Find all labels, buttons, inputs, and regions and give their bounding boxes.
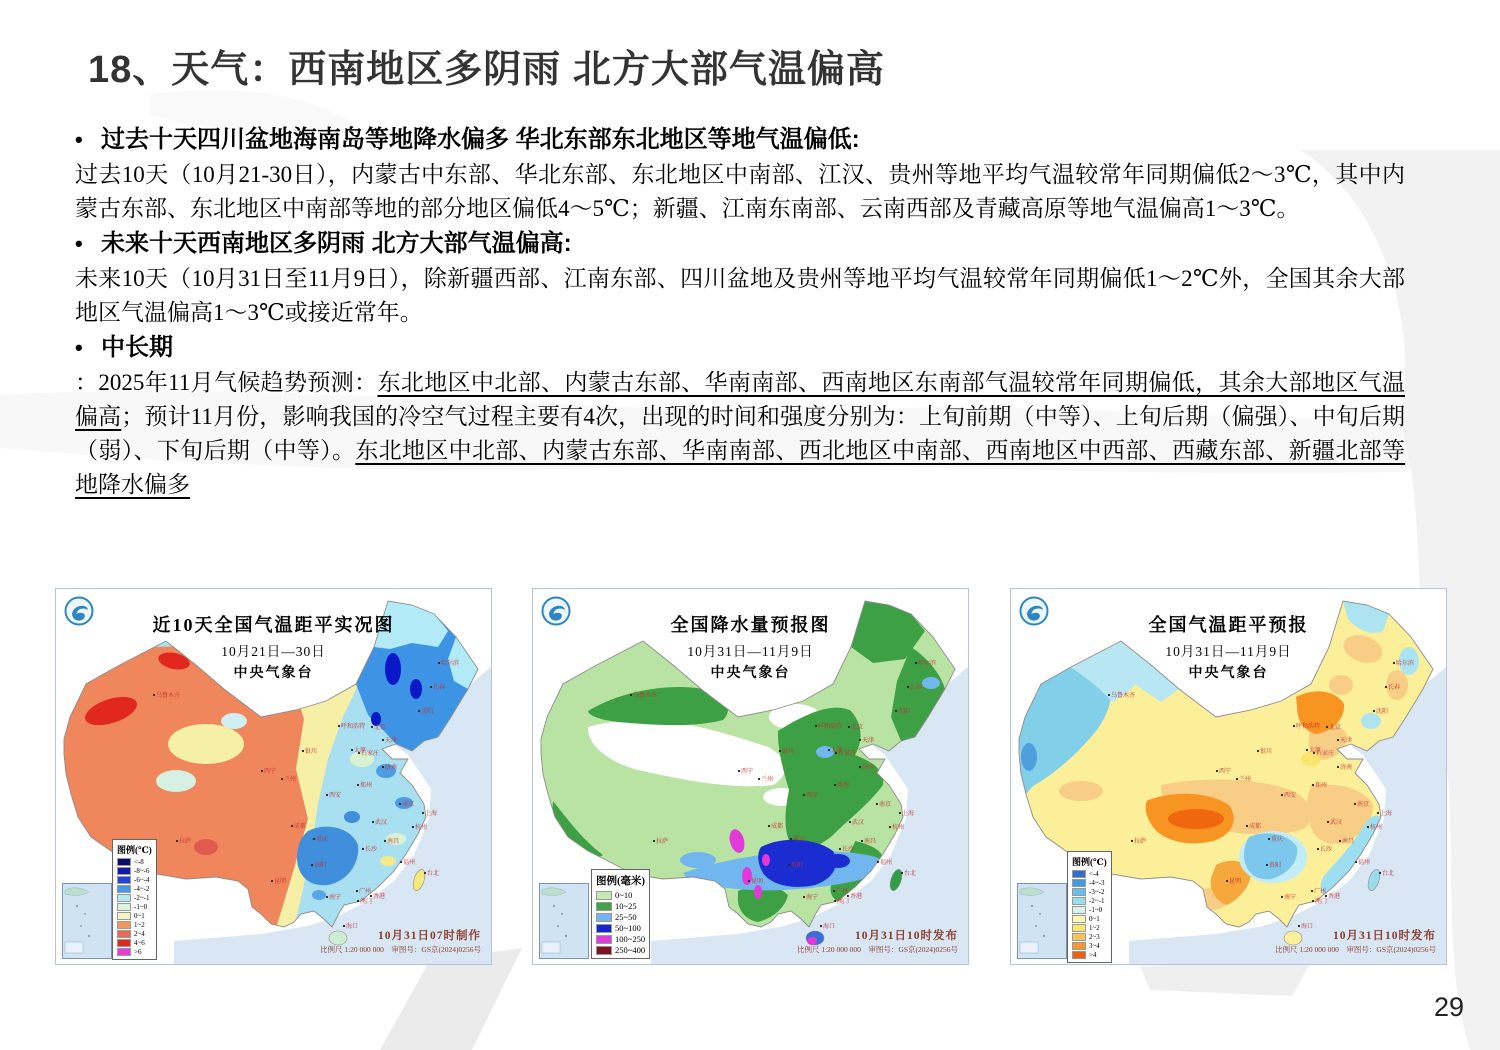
svg-text:天津: 天津 — [385, 738, 398, 744]
map-issue-time: 10月31日10时发布 — [855, 930, 958, 942]
legend-rows — [1072, 870, 1107, 959]
legend-entry: 1~2 — [117, 921, 152, 929]
legend-title: 图例(℃) — [1072, 857, 1107, 867]
map-title: 全国气温距平预报 — [1148, 615, 1309, 635]
svg-text:西宁: 西宁 — [741, 769, 754, 775]
svg-text:海口: 海口 — [346, 924, 359, 930]
map-agency: 中央气象台 — [1188, 666, 1269, 681]
svg-text:武汉: 武汉 — [1330, 820, 1343, 826]
svg-text:南京: 南京 — [1357, 802, 1370, 808]
svg-text:西安: 西安 — [806, 793, 819, 799]
legend-entry: -1~0 — [117, 903, 152, 911]
legend-entry: -3~-2 — [1072, 888, 1107, 896]
svg-text:沈阳: 沈阳 — [1376, 709, 1389, 715]
weather-map-panel — [1010, 588, 1447, 965]
legend-title: 图例(℃) — [117, 845, 152, 855]
svg-text:哈尔滨: 哈尔滨 — [441, 661, 460, 667]
svg-text:济南: 济南 — [1340, 765, 1353, 771]
svg-text:兰州: 兰州 — [1239, 777, 1252, 783]
svg-text:乌鲁木齐: 乌鲁木齐 — [156, 693, 181, 699]
svg-text:长春: 长春 — [910, 685, 923, 691]
page-number: 29 — [1434, 992, 1465, 1022]
svg-text:呼和浩特: 呼和浩特 — [341, 724, 366, 730]
svg-text:银川: 银川 — [782, 749, 795, 755]
svg-text:西安: 西安 — [329, 793, 342, 799]
svg-text:银川: 银川 — [305, 749, 318, 755]
svg-text:上海: 上海 — [1380, 811, 1393, 817]
legend-entry: -4~-3 — [1072, 879, 1107, 887]
svg-text:乌鲁木齐: 乌鲁木齐 — [633, 693, 658, 699]
svg-text:贵阳: 贵阳 — [314, 863, 327, 869]
svg-text:重庆: 重庆 — [316, 837, 329, 843]
legend-entry: 100~250 — [596, 934, 645, 944]
map-scale-note: 比例尺 1:20 000 000 审图号：GS京(2024)0256号 — [1274, 945, 1436, 954]
svg-text:南宁: 南宁 — [1284, 895, 1297, 901]
svg-text:台北: 台北 — [904, 871, 917, 877]
svg-text:石家庄: 石家庄 — [1316, 751, 1335, 757]
map-title: 近10天全国气温距平实况图 — [152, 615, 395, 635]
svg-text:银川: 银川 — [1260, 749, 1273, 755]
legend-entry: 250~400 — [596, 945, 645, 955]
south-china-sea-inset — [62, 883, 112, 959]
legend-entry: 2~3 — [1072, 933, 1107, 941]
svg-text:重庆: 重庆 — [1271, 837, 1284, 843]
svg-text:石家庄: 石家庄 — [838, 751, 857, 757]
bullet-body-1: 过去10天（10月21-30日），内蒙古中东部、华北东部、东北地区中南部、江汉、贵州等地平均气温较常年同期偏低2～3℃，其中内蒙古东部、东北地区中南部等地的部分地区偏低4～5℃；新疆、江南东南部、云南西部及青藏高原等地气温偏高1～3℃。 — [75, 162, 1405, 221]
svg-text:郑州: 郑州 — [837, 783, 850, 789]
svg-text:西宁: 西宁 — [264, 769, 277, 775]
legend-entry: -6~-4 — [117, 876, 152, 884]
svg-text:长沙: 长沙 — [1320, 847, 1333, 853]
svg-text:福州: 福州 — [403, 860, 416, 866]
svg-text:北京: 北京 — [1329, 725, 1342, 731]
svg-text:福州: 福州 — [1358, 860, 1371, 866]
map-scale-note: 比例尺 1:20 000 000 审图号：GS京(2024)0256号 — [796, 945, 958, 954]
legend-entry: 4~6 — [117, 939, 152, 947]
legend-rows — [117, 858, 152, 956]
legend-entry: 10~25 — [596, 901, 645, 911]
svg-text:杭州: 杭州 — [1370, 825, 1383, 831]
svg-text:长春: 长春 — [1388, 685, 1401, 691]
bullet-body-3: ：2025年11月气候趋势预测：东北地区中北部、内蒙古东部、华南南部、西南地区东南部气温较常年同期偏低，其余大部地区气温偏高；预计11月份，影响我国的冷空气过程主要有4次，出现的时间和强度分别为：上旬前期（中等）、上旬后期（偏强）、中旬后期（弱）、下旬后期（中等）。东北地区中北部、内蒙古东部、华南南部、西北地区中南部、西南地区中西部、西藏东部、新疆北部等地降水偏多 — [75, 370, 1406, 497]
bullet-header-1: • 过去十天四川盆地海南岛等地降水偏多 华北东部东北地区等地气温偏低: — [75, 124, 1405, 156]
svg-text:呼和浩特: 呼和浩特 — [818, 724, 843, 730]
bullet-header-3: • 中长期 — [75, 332, 1405, 364]
svg-text:北京: 北京 — [851, 725, 864, 731]
legend-entry: -2~-1 — [117, 894, 152, 902]
legend-entry: 1~2 — [1072, 924, 1107, 932]
svg-text:南宁: 南宁 — [329, 895, 342, 901]
svg-text:成都: 成都 — [771, 824, 784, 830]
svg-text:成都: 成都 — [294, 824, 307, 830]
legend-entry: 0~1 — [117, 912, 152, 920]
svg-text:南昌: 南昌 — [387, 839, 400, 845]
svg-text:拉萨: 拉萨 — [656, 839, 669, 845]
map-date-range: 10月31日—11月9日 — [687, 644, 814, 659]
svg-text:香港: 香港 — [1328, 894, 1341, 900]
legend-entry: 0~1 — [1072, 915, 1107, 923]
bullet-icon: • — [75, 231, 83, 256]
svg-text:重庆: 重庆 — [793, 837, 806, 843]
cma-logo-icon — [63, 595, 95, 627]
svg-text:昆明: 昆明 — [274, 879, 287, 885]
svg-text:太原: 太原 — [831, 748, 844, 754]
svg-text:杭州: 杭州 — [415, 825, 428, 831]
legend-entry: -4~-2 — [117, 885, 152, 893]
map-scale-note: 比例尺 1:20 000 000 审图号：GS京(2024)0256号 — [319, 945, 481, 954]
map-title: 全国降水量预报图 — [670, 615, 831, 635]
svg-text:武汉: 武汉 — [375, 820, 388, 826]
weather-map-panel — [532, 588, 969, 965]
svg-text:沈阳: 沈阳 — [421, 709, 434, 715]
svg-text:海口: 海口 — [1301, 924, 1314, 930]
map-issue-time: 10月31日10时发布 — [1333, 930, 1436, 942]
legend-entry: >6 — [117, 948, 152, 956]
svg-text:郑州: 郑州 — [1315, 783, 1328, 789]
south-china-sea-inset — [539, 883, 589, 959]
svg-text:广州: 广州 — [836, 889, 849, 895]
legend-entry: 0~10 — [596, 890, 645, 900]
svg-text:哈尔滨: 哈尔滨 — [1396, 661, 1415, 667]
page-title: 18、天气：西南地区多阴雨 北方大部气温偏高 — [88, 49, 885, 91]
svg-text:澳门: 澳门 — [837, 899, 850, 905]
svg-text:哈尔滨: 哈尔滨 — [918, 661, 937, 667]
svg-text:拉萨: 拉萨 — [179, 839, 192, 845]
weather-maps-row — [0, 588, 1500, 968]
map-date-range: 10月31日—11月9日 — [1165, 644, 1292, 659]
legend-entry: 50~100 — [596, 923, 645, 933]
svg-text:广州: 广州 — [1314, 889, 1327, 895]
svg-text:长春: 长春 — [433, 685, 446, 691]
legend-entry: >4 — [1072, 951, 1107, 959]
south-china-sea-inset — [1017, 883, 1067, 959]
svg-text:西宁: 西宁 — [1219, 769, 1232, 775]
map-issue-time: 10月31日07时制作 — [378, 930, 481, 942]
svg-text:台北: 台北 — [427, 871, 440, 877]
weather-map-panel — [55, 588, 492, 965]
svg-text:北京: 北京 — [374, 725, 387, 731]
svg-text:拉萨: 拉萨 — [1134, 839, 1147, 845]
svg-text:杭州: 杭州 — [892, 825, 905, 831]
legend-entry: <-4 — [1072, 870, 1107, 878]
map-date-range: 10月21日—30日 — [221, 644, 326, 659]
svg-text:贵阳: 贵阳 — [791, 863, 804, 869]
cma-logo-icon — [540, 595, 572, 627]
bullet-icon: • — [75, 335, 83, 360]
svg-text:贵阳: 贵阳 — [1269, 863, 1282, 869]
svg-text:南昌: 南昌 — [864, 839, 877, 845]
svg-text:天津: 天津 — [1340, 738, 1353, 744]
svg-text:上海: 上海 — [425, 811, 438, 817]
legend-entry: 25~50 — [596, 912, 645, 922]
legend-entry: <-8 — [117, 858, 152, 866]
svg-text:济南: 济南 — [862, 765, 875, 771]
map-legend — [591, 869, 650, 959]
svg-text:石家庄: 石家庄 — [361, 751, 380, 757]
legend-rows — [596, 890, 645, 955]
svg-text:太原: 太原 — [354, 748, 367, 754]
svg-text:兰州: 兰州 — [284, 777, 297, 783]
svg-text:成都: 成都 — [1249, 824, 1262, 830]
svg-text:广州: 广州 — [359, 889, 372, 895]
svg-text:济南: 济南 — [385, 765, 398, 771]
svg-text:长沙: 长沙 — [842, 847, 855, 853]
svg-text:郑州: 郑州 — [360, 783, 373, 789]
svg-text:长沙: 长沙 — [365, 847, 378, 853]
svg-text:兰州: 兰州 — [761, 777, 774, 783]
svg-text:南京: 南京 — [879, 802, 892, 808]
svg-text:天津: 天津 — [862, 738, 875, 744]
legend-entry: 2~4 — [117, 930, 152, 938]
map-agency: 中央气象台 — [710, 666, 791, 681]
svg-text:香港: 香港 — [373, 894, 386, 900]
bullet-body-2: 未来10天（10月31日至11月9日），除新疆西部、江南东部、四川盆地及贵州等地平均气温较常年同期偏低1～2℃外，全国其余大部地区气温偏高1～3℃或接近常年。 — [75, 266, 1405, 325]
map-legend — [1067, 851, 1112, 963]
svg-text:昆明: 昆明 — [751, 879, 764, 885]
svg-text:南宁: 南宁 — [806, 895, 819, 901]
svg-text:南京: 南京 — [402, 802, 415, 808]
legend-title: 图例(毫米) — [596, 876, 645, 887]
svg-text:澳门: 澳门 — [1315, 899, 1328, 905]
legend-entry: -2~-1 — [1072, 897, 1107, 905]
svg-text:武汉: 武汉 — [852, 820, 865, 826]
svg-text:太原: 太原 — [1309, 748, 1322, 754]
svg-text:呼和浩特: 呼和浩特 — [1296, 724, 1321, 730]
legend-entry: -1~0 — [1072, 906, 1107, 914]
svg-text:海口: 海口 — [823, 924, 836, 930]
legend-entry: -8~-6 — [117, 867, 152, 875]
map-legend — [112, 839, 157, 960]
svg-text:福州: 福州 — [880, 860, 893, 866]
svg-text:乌鲁木齐: 乌鲁木齐 — [1111, 693, 1136, 699]
svg-text:上海: 上海 — [902, 811, 915, 817]
svg-text:昆明: 昆明 — [1229, 879, 1242, 885]
bullet-list — [75, 122, 1405, 504]
svg-text:台北: 台北 — [1382, 871, 1395, 877]
cma-logo-icon — [1018, 595, 1050, 627]
svg-text:南昌: 南昌 — [1342, 839, 1355, 845]
bullet-header-2: • 未来十天西南地区多阴雨 北方大部气温偏高: — [75, 228, 1405, 260]
svg-text:澳门: 澳门 — [360, 899, 373, 905]
svg-text:西安: 西安 — [1284, 793, 1297, 799]
svg-text:香港: 香港 — [850, 894, 863, 900]
svg-text:沈阳: 沈阳 — [898, 709, 911, 715]
map-agency: 中央气象台 — [233, 666, 314, 681]
legend-entry: 3~4 — [1072, 942, 1107, 950]
bullet-icon: • — [75, 127, 83, 152]
